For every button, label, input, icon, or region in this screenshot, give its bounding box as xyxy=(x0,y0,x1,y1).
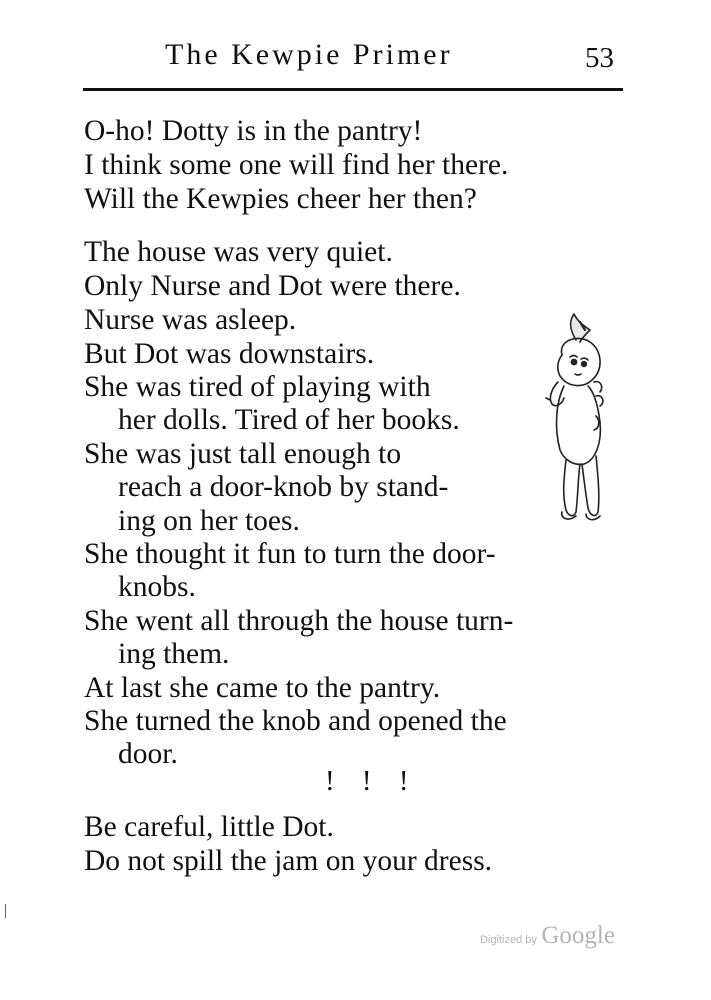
header-rule xyxy=(83,88,623,91)
text-line: She was just tall enough to xyxy=(84,438,402,470)
text-line: But Dot was downstairs. xyxy=(84,338,375,370)
kewpie-illustration xyxy=(538,310,618,525)
text-line: Do not spill the jam on your dress. xyxy=(84,845,493,877)
running-header-title: The Kewpie Primer xyxy=(165,38,453,71)
text-line: At last she came to the pantry. xyxy=(84,672,441,704)
digitized-label: Digitized by xyxy=(480,934,537,946)
text-line: knobs. xyxy=(118,571,196,603)
digitized-watermark xyxy=(480,922,615,950)
text-line: She was tired of playing with xyxy=(84,371,431,403)
text-line: ing them. xyxy=(118,638,230,670)
text-line: The house was very quiet. xyxy=(84,236,393,268)
text-line: reach a door-knob by stand- xyxy=(118,471,449,503)
text-line: I think some one will find her there. xyxy=(84,149,509,181)
text-line: She thought it fun to turn the door- xyxy=(84,538,496,570)
text-line: door. xyxy=(118,738,178,770)
text-line: Nurse was asleep. xyxy=(84,304,297,336)
text-line: O-ho! Dotty is in the pantry! xyxy=(84,115,423,147)
margin-mark xyxy=(5,904,6,918)
section-separator: ! ! ! xyxy=(325,765,419,797)
google-wordmark: Google xyxy=(541,922,615,949)
text-line: her dolls. Tired of her books. xyxy=(118,404,460,436)
text-line: ing on her toes. xyxy=(118,505,300,537)
text-line: She turned the knob and opened the xyxy=(84,705,507,737)
text-line: Will the Kewpies cheer her then? xyxy=(84,183,477,215)
text-line: Only Nurse and Dot were there. xyxy=(84,270,461,302)
text-line: She went all through the house turn- xyxy=(84,605,514,637)
text-line: Be careful, little Dot. xyxy=(84,811,334,843)
page-number: 53 xyxy=(585,42,614,74)
